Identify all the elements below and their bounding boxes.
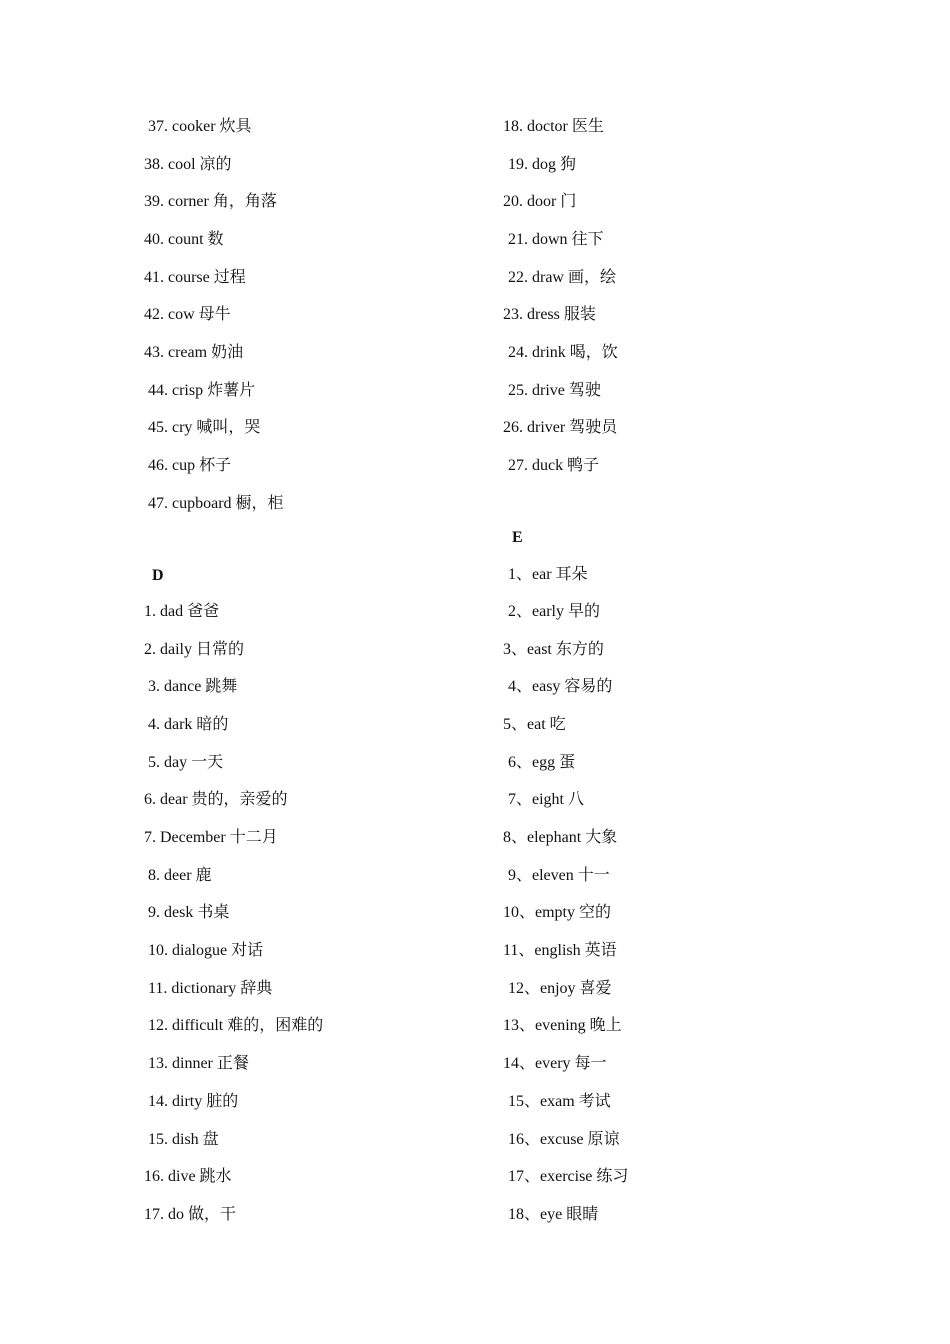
list-item: 6. dear 贵的，亲爱的 [144, 791, 288, 808]
list-item: 12、enjoy 喜爱 [508, 980, 612, 997]
list-item: 7. December 十二月 [144, 829, 278, 846]
list-item: 38. cool 凉的 [144, 156, 232, 173]
list-item: 15、exam 考试 [508, 1093, 611, 1110]
list-item: 23. dress 服装 [503, 306, 596, 323]
list-item: 14. dirty 脏的 [148, 1093, 239, 1110]
list-item: 22. draw 画，绘 [508, 269, 616, 286]
list-item: 8、elephant 大象 [503, 829, 618, 846]
list-item: 40. count 数 [144, 231, 224, 248]
list-item: 27. duck 鸭子 [508, 457, 600, 474]
list-item: 9. desk 书桌 [148, 904, 230, 921]
list-item: 18、eye 眼睛 [508, 1206, 599, 1223]
list-item: 1、ear 耳朵 [508, 566, 588, 583]
list-item: 39. corner 角，角落 [144, 193, 277, 210]
list-item: 4. dark 暗的 [148, 716, 229, 733]
list-item: 16. dive 跳水 [144, 1168, 232, 1185]
list-item: 3、east 东方的 [503, 641, 604, 658]
list-item: 45. cry 喊叫，哭 [148, 419, 261, 436]
list-item: 13. dinner 正餐 [148, 1055, 249, 1072]
list-item: 5. day 一天 [148, 754, 224, 771]
list-item: 24. drink 喝，饮 [508, 344, 618, 361]
list-item: 37. cooker 炊具 [148, 118, 252, 135]
list-item: 10. dialogue 对话 [148, 942, 264, 959]
list-item: 21. down 往下 [508, 231, 604, 248]
list-item: 1. dad 爸爸 [144, 603, 220, 620]
list-item: 47. cupboard 橱，柜 [148, 495, 284, 512]
list-item: 43. cream 奶油 [144, 344, 244, 361]
list-item: 6、egg 蛋 [508, 754, 576, 771]
list-item: 26. driver 驾驶员 [503, 419, 618, 436]
list-item: 2、early 早的 [508, 603, 600, 620]
list-item: 4、easy 容易的 [508, 678, 613, 695]
list-item: 44. crisp 炸薯片 [148, 382, 256, 399]
section-heading-e: E [512, 529, 523, 546]
list-item: 46. cup 杯子 [148, 457, 232, 474]
list-item: 10、empty 空的 [503, 904, 611, 921]
list-item: 11、english 英语 [503, 942, 617, 959]
list-item: 3. dance 跳舞 [148, 678, 238, 695]
list-item: 25. drive 驾驶 [508, 382, 601, 399]
list-item: 42. cow 母牛 [144, 306, 231, 323]
list-item: 16、excuse 原谅 [508, 1131, 620, 1148]
list-item: 19. dog 狗 [508, 156, 577, 173]
list-item: 20. door 门 [503, 193, 577, 210]
list-item: 9、eleven 十一 [508, 867, 610, 884]
list-item: 17、exercise 练习 [508, 1168, 629, 1185]
list-item: 7、eight 八 [508, 791, 584, 808]
list-item: 5、eat 吃 [503, 716, 566, 733]
list-item: 14、every 每一 [503, 1055, 607, 1072]
list-item: 8. deer 鹿 [148, 867, 212, 884]
list-item: 2. daily 日常的 [144, 641, 244, 658]
list-item: 17. do 做，干 [144, 1206, 237, 1223]
section-heading-d: D [152, 567, 164, 584]
list-item: 15. dish 盘 [148, 1131, 219, 1148]
list-item: 13、evening 晚上 [503, 1017, 622, 1034]
list-item: 12. difficult 难的，困难的 [148, 1017, 324, 1034]
list-item: 41. course 过程 [144, 269, 246, 286]
list-item: 11. dictionary 辞典 [148, 980, 273, 997]
list-item: 18. doctor 医生 [503, 118, 604, 135]
